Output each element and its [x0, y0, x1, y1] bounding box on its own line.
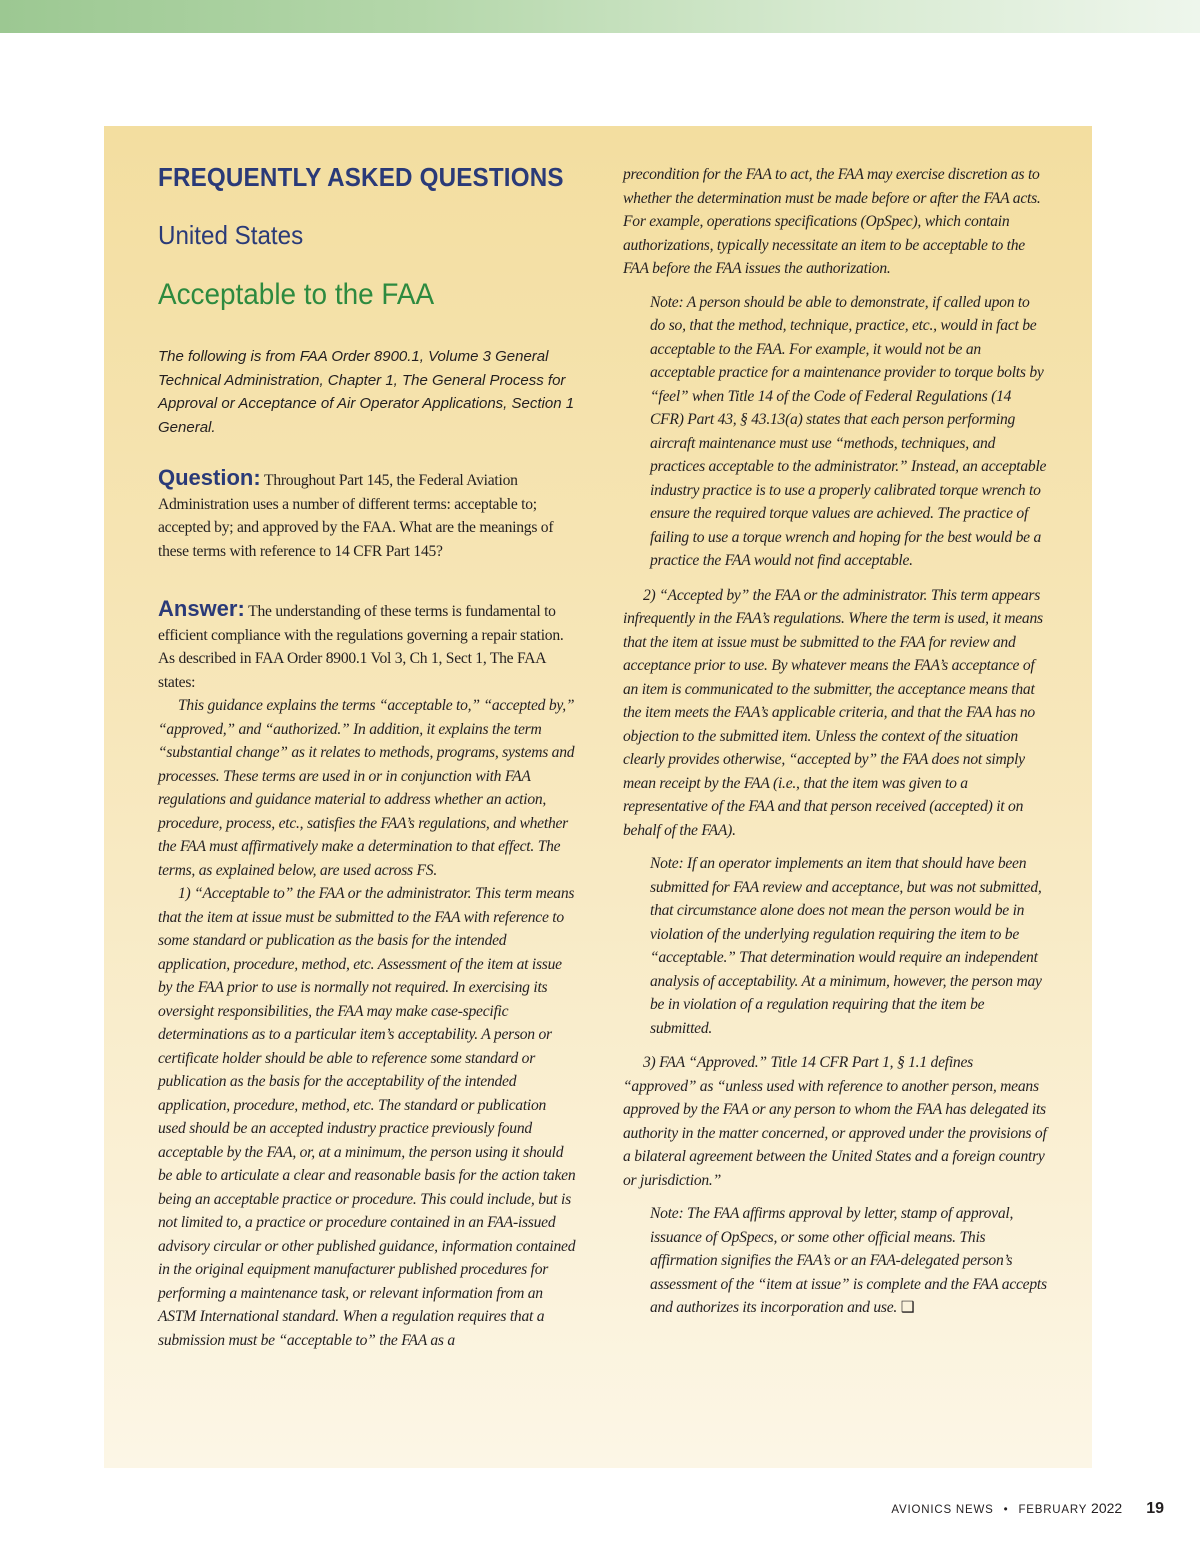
note-approval-text: Note: The FAA affirms approval by letter, stamp of approval, issuance of OpSpecs, or some other official means. This affirmation signifies the FAA’s or an FAA-delegated person’s assessment of the “item at issue” is complete and the FAA accepts and authorizes its incorporation and use.: [650, 1205, 1047, 1316]
item-approved: 3) FAA “Approved.” Title 14 CFR Part 1, § 1.1 defines “approved” as “unless used with reference to another person, means approved by the FAA or any person to whom the FAA has delegated its authority in the matter concerned, or approved under the provisions of a bilateral agreement between the United States and a foreign country or jurisdiction.”: [623, 1054, 1047, 1189]
right-column: [623, 126, 1047, 1468]
issue-year: 2022: [1091, 1500, 1123, 1516]
publication-name: AVIONICS NEWS: [891, 1504, 994, 1516]
issue-month: FEBRUARY: [1018, 1504, 1088, 1516]
intro-text: The following is from FAA Order 8900.1, Volume 3 General Technical Administration, Chapter 1, The General Process for Approval or Acceptance of Air Operator Applications, Section 1 General.: [158, 348, 575, 436]
answer-block: [158, 597, 576, 1352]
item-accepted-by: 2) “Accepted by” the FAA or the administrator. This term appears infrequently in the FAA’s regulations. Where the term is used, it means that the item at issue must be submitted to the FAA for review and acceptance prior to use. By whatever means the FAA’s acceptance of an item is communicated to the submitter, the acceptance means that the item meets the FAA’s applicable criteria, and that the FAA has no objection to the submitted item. Unless the context of the situation clearly provides otherwise, “accepted by” the FAA does not simply mean receipt by the FAA (i.e., that the item was given to a representative of the FAA and that person received (accepted) it on behalf of the FAA).: [623, 586, 1043, 839]
note-approval: [623, 1202, 1047, 1320]
answer-text: The understanding of these terms is fundamental to efficient compliance with the regulations governing a repair station. As described in FAA Order 8900.1 Vol 3, Ch 1, Sect 1, The FAA states:: [158, 603, 564, 691]
question-label: Question:: [158, 465, 261, 490]
left-column: [158, 126, 576, 1468]
faq-panel: [104, 126, 1092, 1468]
continuation-paragraph: precondition for the FAA to act, the FAA may exercise discretion as to whether the determination must be made before or after the FAA acts. For example, operations specifications (OpSpec), which contain authorizations, typically necessitate an item to be acceptable to the FAA before the FAA issues the authorization.: [623, 166, 1041, 277]
page-number: 19: [1146, 1500, 1164, 1517]
question-text: Throughout Part 145, the Federal Aviation Administration uses a number of different terms: acceptable to; accepted by; and approved by the FAA. What are the meanings of these terms with reference to 14 CFR Part 145?: [158, 472, 554, 560]
article-title: Acceptable to the FAA: [158, 278, 435, 311]
note-torque: Note: A person should be able to demonstrate, if called upon to do so, that the method, technique, practice, etc., would in fact be acceptable to the FAA. For example, it would not be an acceptable practice for a maintenance provider to torque bolts by “feel” when Title 14 of the Code of Federal Regulations (14 CFR) Part 43, § 43.13(a) states that each person performing aircraft maintenance must use “methods, techniques, and practices acceptable to the administrator.” Instead, an acceptable industry practice is to use a properly calibrated torque wrench to ensure the required torque values are achieved. The practice of failing to use a torque wrench and hoping for the best would be a practice the FAA would not find acceptable.: [650, 293, 1047, 569]
section-kicker: FREQUENTLY ASKED QUESTIONS: [158, 162, 564, 192]
region-heading: United States: [158, 220, 304, 250]
page-footer: [891, 1500, 1164, 1518]
answer-label: Answer:: [158, 596, 245, 621]
guidance-paragraph: This guidance explains the terms “acceptable to,” “accepted by,” “approved,” and “authorized.” In addition, it explains the term “substantial change” as it relates to methods, programs, systems and processes. These terms are used in or in conjunction with FAA regulations and guidance material to address whether an action, procedure, process, etc., satisfies the FAA’s regulations, and whether the FAA must affirmatively make a determination to that effect. The terms, as explained below, are used across FS.: [158, 697, 575, 879]
end-mark-icon: ❑: [900, 1299, 915, 1316]
note-operator: Note: If an operator implements an item that should have been submitted for FAA review and acceptance, but was not submitted, that circumstance alone does not mean the person would be in violation of the underlying regulation requiring the item to be “acceptable.” That determination would require an independent analysis of acceptability. At a minimum, however, the person may be in violation of a regulation requiring that the item be submitted.: [650, 855, 1042, 1037]
top-decorative-bar: [0, 0, 1200, 33]
item-acceptable-to: 1) “Acceptable to” the FAA or the administrator. This term means that the item at issue must be submitted to the FAA with reference to some standard or publication as the basis for the intended application, procedure, method, etc. Assessment of the item at issue by the FAA prior to use is normally not required. In exercising its oversight responsibilities, the FAA may make case-specific determinations as to a particular item’s acceptability. A person or certificate holder should be able to reference some standard or publication as the basis for the acceptability of the intended application, procedure, method, etc. The standard or publication used should be an accepted industry practice previously found acceptable by the FAA, or, at a minimum, the person using it should be able to articulate a clear and reasonable basis for the action taken being an acceptable practice or procedure. This could include, but is not limited to, a practice or procedure contained in an FAA-issued advisory circular or other published guidance, information contained in the original equipment manufacturer published procedures for performing a maintenance task, or relevant information from an ASTM International standard. When a regulation requires that a submission must be “acceptable to” the FAA as a: [158, 885, 576, 1349]
question-block: [158, 466, 576, 563]
footer-separator: •: [1003, 1504, 1009, 1516]
